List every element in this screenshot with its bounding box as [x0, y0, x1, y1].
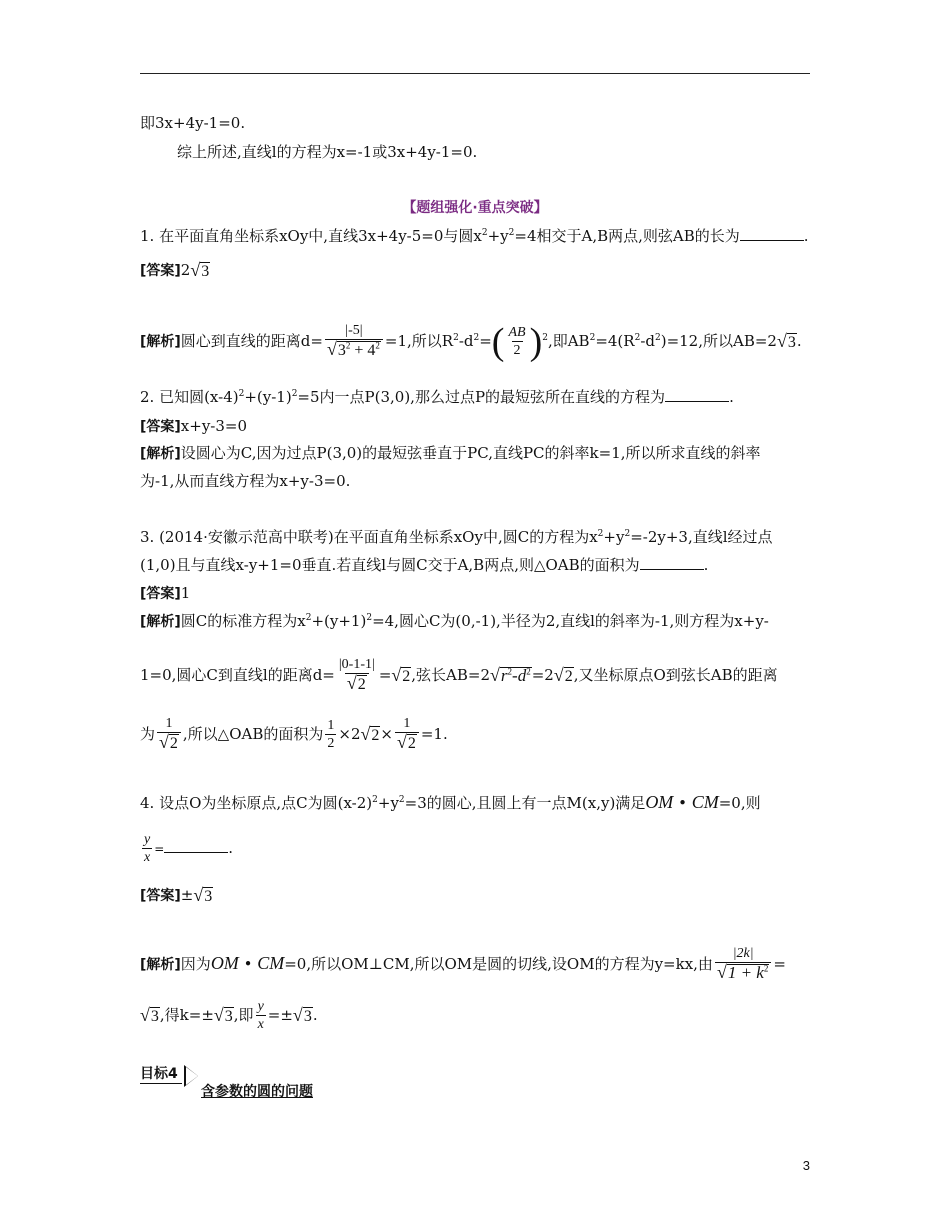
question-4-analysis: [解析]因为OM • CM=0,所以OM⊥CM,所以OM是圆的切线,设OM的方程为y=kx,由 $\frac{|2k|}{√1 + k^2}$ = [140, 946, 786, 982]
target-title: 含参数的圆的问题 [201, 1084, 313, 1100]
analysis-tag: [解析] [140, 334, 181, 350]
text-line [140, 113, 245, 133]
answer-blank [640, 555, 704, 570]
answer-tag: [答案] [140, 263, 181, 279]
question-4-stem-cont: $\frac{y}{x}$ = . [144, 831, 234, 865]
half-fraction: $\frac{1}{2}$ [327, 717, 335, 751]
question-3-stem: 3. (2014·安徽示范高中联考)在平面直角坐标系xOy中,圆C的方程为$x^2+y^2=-2y+3$,直线l经过点 [140, 528, 773, 546]
section-heading: 【题组强化·重点突破】 [402, 200, 548, 216]
text: 即3x+4y-1=0. [140, 114, 246, 132]
text-line [177, 142, 477, 162]
question-4-answer: [答案]±√3 [140, 885, 213, 905]
tangent-fraction: $\frac{|2k|}{√1 + k^2}$ [715, 946, 771, 984]
question-3-stem-cont: (1,0)且与直线x-y+1=0垂直.若直线l与圆C交于A,B两点,则△OAB的面积为 . [140, 556, 709, 574]
question-2-analysis-cont: 为-1,从而直线方程为x+y-3=0. [140, 472, 351, 490]
question-1-analysis: [解析]圆心到直线的距离d= $\frac{|-5|}{√3^2 + 4^2}$ =1,所以$R^2-d^2=$( $\frac{AB}{2}$ )$^2$,即$AB^2=4(R^2-d^2)=12$,所以AB=2√3. [140, 321, 802, 363]
question-2-answer: [答案]x+y-3=0 [140, 417, 248, 435]
distance-fraction: $\frac{|-5|}{√3^2 + 4^2}$ [325, 323, 383, 361]
half-chord-fraction: $\frac{AB}{2}$ [508, 324, 526, 358]
question-2-stem: 2. 已知圆$(x-4)^2+(y-1)^2=5$内一点P(3,0),那么过点P的最短弦所在直线的方程为 . [140, 388, 734, 406]
question-3-answer: [答案]1 [140, 584, 191, 602]
question-1-answer: [答案]2√3 [140, 260, 210, 280]
distance-fraction: $\frac{|0-1-1|}{√2}$ [338, 657, 375, 693]
header-rule [140, 73, 810, 74]
target-label: 目标4 [140, 1063, 182, 1084]
answer-blank [665, 387, 729, 402]
answer-blank [164, 838, 228, 853]
reciprocal-fraction: $\frac{1}{√2}$ [157, 716, 181, 754]
page-number: 3 [802, 1158, 810, 1173]
y-over-x-fraction: $\frac{y}{x}$ [144, 831, 151, 865]
vector-om: OM [645, 792, 674, 812]
vector-cm: CM [691, 792, 719, 812]
question-4-stem: 4. 设点O为坐标原点,点C为圆$(x-2)^2+y^2=3$的圆心,且圆上有一点M(x,y)满足OM • CM=0,则 [140, 792, 761, 812]
question-3-analysis-line2: 1=0,圆心C到直线l的距离d= $\frac{|0-1-1|}{√2}$ =√2,弦长$AB=2√r^2-d^2=2√2$,又坐标原点O到弦长AB的距离 [140, 657, 778, 693]
question-4-analysis-line2: √3,得k=±√3,即 $\frac{y}{x}$ =±√3. [140, 998, 318, 1032]
text: 综上所述,直线l的方程为x=-1或3x+4y-1=0. [177, 143, 478, 161]
question-1-stem: 1. 在平面直角坐标系xOy中,直线3x+4y-5=0与圆$x^2+y^2=4$相交于A,B两点,则弦AB的长为 . [140, 227, 809, 245]
target-section-header [140, 1063, 313, 1100]
sqrt-expression: √3 [190, 260, 210, 280]
question-2-analysis: [解析]设圆心为C,因为过点P(3,0)的最短弦垂直于PC,直线PC的斜率k=1,所以所求直线的斜率 [140, 444, 761, 462]
question-3-analysis: [解析]圆C的标准方程为$x^2+(y+1)^2=4$,圆心C为(0,-1),半径为2,直线l的斜率为-1,则方程为x+y- [140, 612, 769, 630]
question-3-analysis-line3: 为 $\frac{1}{√2}$ ,所以△OAB的面积为 $\frac{1}{2}$ ×2√2× $\frac{1}{√2}$ =1. [140, 716, 448, 752]
answer-blank [740, 226, 804, 241]
